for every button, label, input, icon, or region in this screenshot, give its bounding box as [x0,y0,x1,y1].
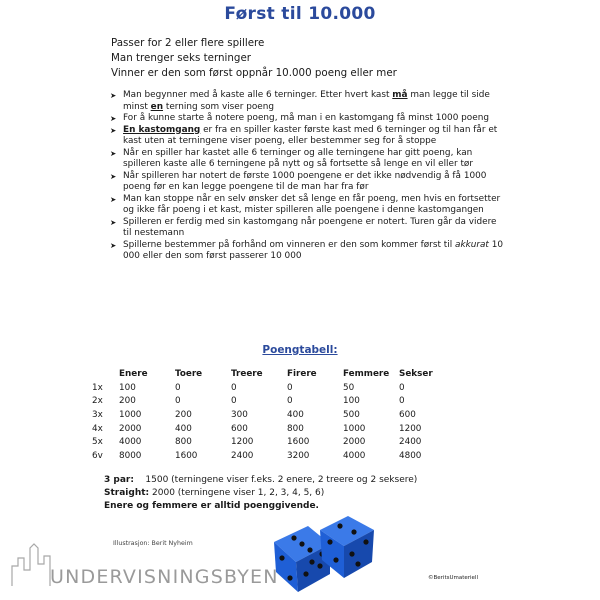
table-cell: 2000 [119,423,142,434]
table-cell: 0 [175,382,181,393]
table-row [92,449,449,463]
table-cell: 600 [399,409,416,420]
table-cell: 200 [119,396,136,407]
rule-item: ➤ Spillerne bestemmer på forhånd om vinneren er den som kommer først til akkurat 10 000 eller den som først passerer 10 000 [110,240,505,263]
intro-line: Vinner er den som først oppnår 10.000 poeng eller mer [111,67,397,79]
table-cell: 600 [231,423,248,434]
intro-line: Passer for 2 eller flere spillere [111,37,265,49]
column-header: Enere [119,368,148,379]
table-cell: 5x [92,437,103,448]
column-header: Femmere [343,368,390,379]
column-header [92,366,119,381]
table-row [92,408,449,422]
table-cell: 3x [92,409,103,420]
table-cell: 1600 [287,437,310,448]
table-cell: 2x [92,396,103,407]
table-cell: 0 [231,382,237,393]
table-cell: 0 [287,396,293,407]
column-header: Firere [287,368,317,379]
special-straight: Straight: 2000 (terningene viser 1, 2, 3, 4, 5, 6) [104,488,325,498]
table-cell: 800 [175,437,192,448]
table-cell: 800 [287,423,304,434]
table-cell: 4800 [399,450,422,461]
table-cell: 2400 [399,437,422,448]
table-header-row [92,366,449,381]
watermark-text: UNDERVISNINGSBYEN [50,566,279,588]
table-cell: 4000 [119,437,142,448]
rule-item: ➤ Man kan stoppe når en selv ønsker det så lenge en får poeng, men hvis en fortsetter og ikke får poeng i et kast, mister spilleren alle poengene i denne kastomgangen [110,194,505,217]
intro-line: Man trenger seks terninger [111,52,252,64]
intro-block [111,36,397,81]
table-cell: 0 [399,396,405,407]
score-table-title: Poengtabell: [262,344,338,356]
score-table [92,366,449,463]
table-cell: 2400 [231,450,254,461]
table-row [92,381,449,395]
dice-illustration [268,512,378,594]
page-title: Først til 10.000 [224,4,376,24]
table-cell: 1x [92,382,103,393]
table-cell: 200 [175,409,192,420]
table-row [92,435,449,449]
table-cell: 500 [343,409,360,420]
table-row [92,422,449,436]
table-cell: 4000 [343,450,366,461]
table-cell: 100 [119,382,136,393]
special-pairs: 3 par: 1500 (terningene viser f.eks. 2 enere, 2 treere og 2 seksere) [104,475,418,485]
special-note: Enere og femmere er alltid poenggivende. [104,501,319,511]
table-cell: 400 [287,409,304,420]
table-cell: 300 [231,409,248,420]
table-cell: 100 [343,396,360,407]
table-cell: 50 [343,382,355,393]
special-scores [104,474,417,513]
rules-list [110,90,505,263]
rule-item: ➤ For å kunne starte å notere poeng, må man i en kastomgang få minst 1000 poeng [110,113,505,125]
column-header: Toere [175,368,203,379]
rule-item: ➤ Spilleren er ferdig med sin kastomgang når poengene er notert. Turen går da videre til nestemann [110,217,505,240]
table-cell: 2000 [343,437,366,448]
logo-credit: ©BeritsUmateriell [428,575,478,581]
table-cell: 8000 [119,450,142,461]
table-cell: 0 [287,382,293,393]
rule-item: ➤ Man begynner med å kaste alle 6 terninger. Etter hvert kast må man legge til side minst en terning som viser poeng [110,90,505,113]
column-header: Sekser [399,368,433,379]
table-cell: 400 [175,423,192,434]
table-cell: 0 [399,382,405,393]
rule-item: ➤ Når spilleren har notert de første 1000 poengene er det ikke nødvendig å få 1000 poeng før en kan legge poengene til de man har fra før [110,171,505,194]
table-cell: 0 [231,396,237,407]
rule-item: ➤ En kastomgang er fra en spiller kaster første kast med 6 terninger og til han får et kast uten at terningene viser poeng, eller bestemmer seg for å stoppe [110,125,505,148]
table-cell: 3200 [287,450,310,461]
table-cell: 1000 [343,423,366,434]
rule-item: ➤ Når en spiller har kastet alle 6 terninger og alle terningene har gitt poeng, kan spilleren kaste alle 6 terningene på nytt og så fortsette så lenge en vil eller tør [110,148,505,171]
column-header: Treere [231,368,263,379]
table-cell: 1200 [399,423,422,434]
table-cell: 1600 [175,450,198,461]
table-cell: 6v [92,450,103,461]
table-cell: 1200 [231,437,254,448]
table-row [92,395,449,409]
table-cell: 0 [175,396,181,407]
table-cell: 4x [92,423,103,434]
table-cell: 1000 [119,409,142,420]
illustration-credit: Illustrasjon: Berit Nyheim [113,540,193,547]
